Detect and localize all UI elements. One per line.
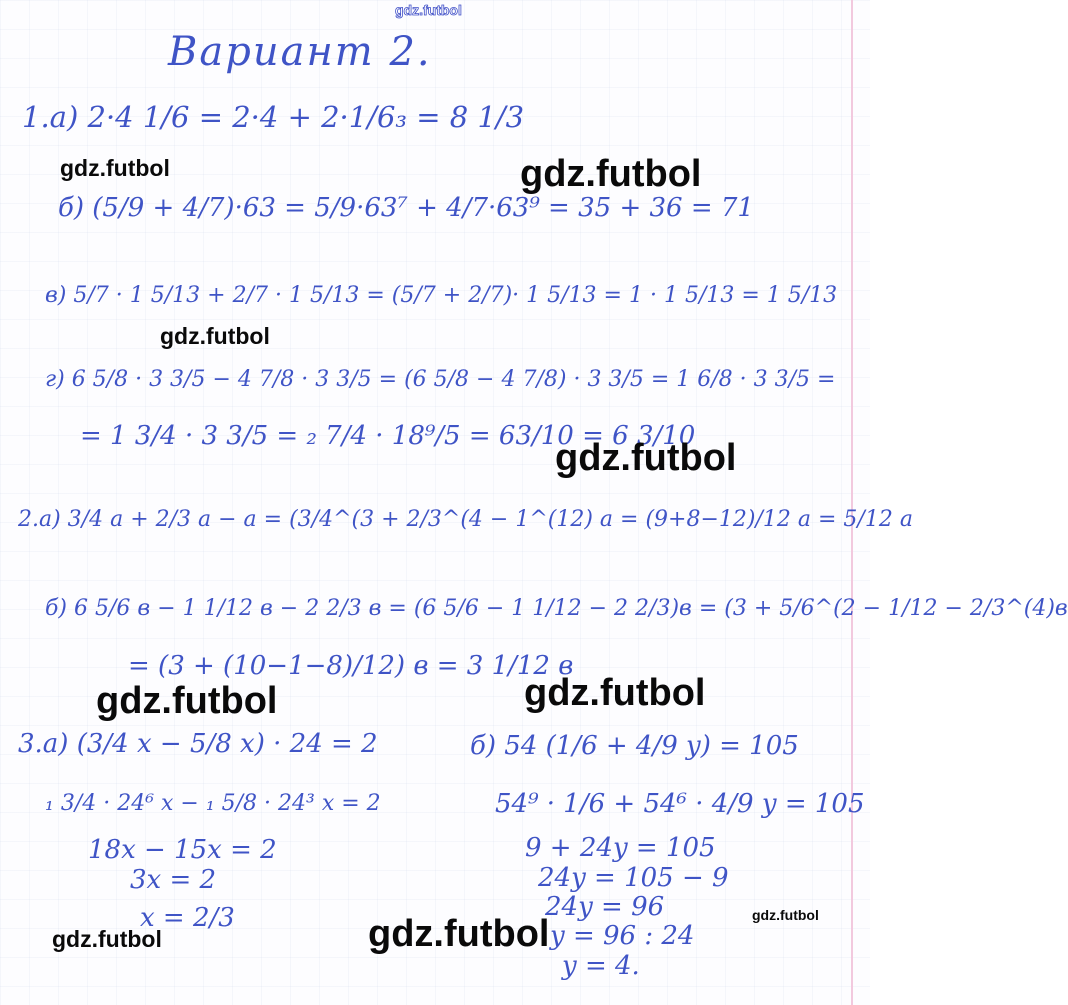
- line-2b-2: = (3 + (10−1−8)/12) в = 3 1/12 в: [128, 651, 574, 681]
- line-1g-1: г) 6 5/8 · 3 3/5 − 4 7/8 · 3 3/5 = (6 5/8 − 4 7/8) · 3 3/5 = 1 6/8 · 3 3/5 =: [45, 367, 836, 392]
- watermark: gdz.futbol: [368, 913, 550, 955]
- line-3a-3: 18x − 15x = 2: [88, 835, 277, 865]
- watermark: gdz.futbol: [60, 155, 170, 181]
- line-3a-5: x = 2/3: [140, 903, 235, 933]
- line-3a-4: 3x = 2: [130, 865, 217, 895]
- watermark: gdz.futbol: [520, 153, 702, 195]
- margin-line: [851, 0, 853, 1005]
- watermark: gdz.futbol: [524, 672, 706, 714]
- line-3a-1: 3.а) (3/4 x − 5/8 x) · 24 = 2: [18, 729, 378, 759]
- line-1v: в) 5/7 · 1 5/13 + 2/7 · 1 5/13 = (5/7 + 2/7)· 1 5/13 = 1 · 1 5/13 = 1 5/13: [45, 283, 838, 308]
- watermark: gdz.futbol: [52, 926, 162, 952]
- watermark: gdz.futbol: [160, 323, 270, 349]
- line-3b-1: б) 54 (1/6 + 4/9 y) = 105: [470, 731, 799, 761]
- watermark: gdz.futbol: [96, 680, 278, 722]
- line-1a: 1.а) 2·4 1/6 = 2·4 + 2·1/6₃ = 8 1/3: [22, 100, 525, 134]
- line-3b-2: 54⁹ · 1/6 + 54⁶ · 4/9 y = 105: [495, 789, 865, 819]
- line-3b-3: 9 + 24y = 105: [525, 833, 716, 863]
- top-watermark: gdz.futbol: [395, 2, 462, 18]
- line-3b-6: y = 96 : 24: [550, 921, 695, 951]
- line-3a-2: ₁ 3/4 · 24⁶ x − ₁ 5/8 · 24³ x = 2: [45, 791, 381, 816]
- watermark: gdz.futbol: [555, 437, 737, 479]
- line-2a: 2.а) 3/4 a + 2/3 a − a = (3/4^(3 + 2/3^(4 − 1^(12) a = (9+8−12)/12 a = 5/12 a: [18, 507, 913, 532]
- line-3b-4: 24y = 105 − 9: [538, 863, 729, 893]
- line-2b-1: б) 6 5/6 в − 1 1/12 в − 2 2/3 в = (6 5/6 − 1 1/12 − 2 2/3)в = (3 + 5/6^(2 − 1/12 − 2/3^(4)в: [45, 596, 1068, 621]
- line-1b: б) (5/9 + 4/7)·63 = 5/9·63⁷ + 4/7·63⁹ = 35 + 36 = 71: [58, 193, 754, 223]
- watermark: gdz.futbol: [752, 907, 819, 923]
- line-1g-2: = 1 3/4 · 3 3/5 = ₂ 7/4 · 18⁹/5 = 63/10 = 6 3/10: [80, 421, 696, 451]
- line-3b-5: 24y = 96: [545, 892, 665, 922]
- line-3b-7: y = 4.: [562, 951, 640, 981]
- page-title: Вариант 2.: [168, 29, 432, 75]
